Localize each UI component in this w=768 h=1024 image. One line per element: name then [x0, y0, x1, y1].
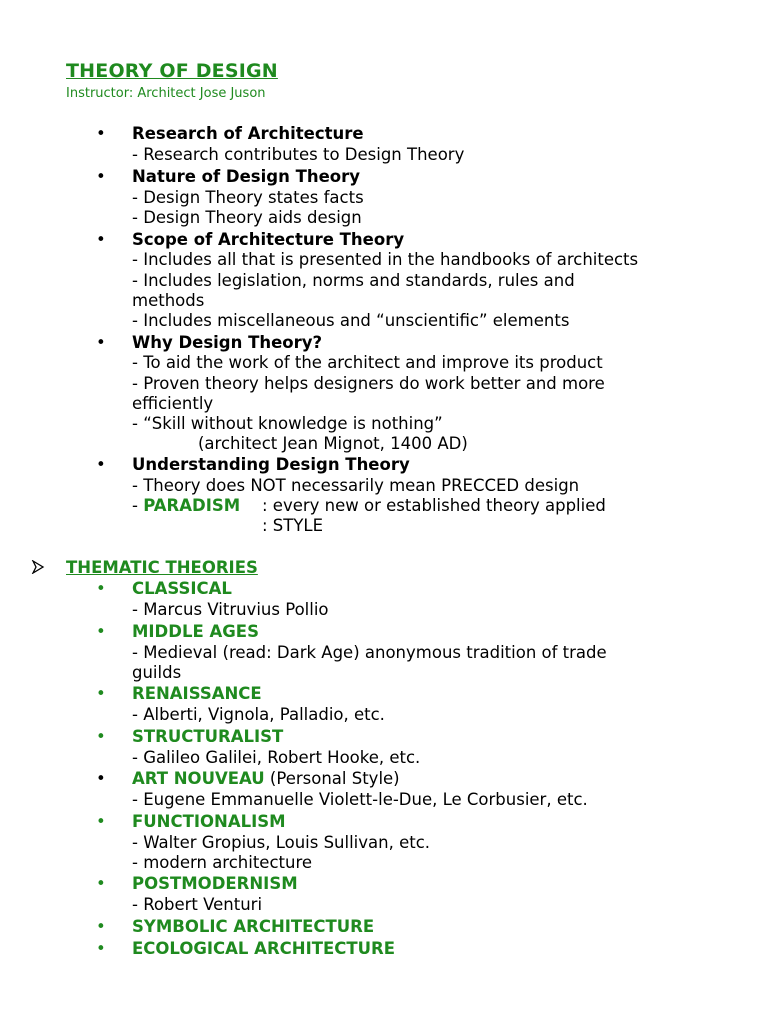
instructor-line: Instructor: Architect Jose Juson	[66, 86, 266, 101]
item-line: - Includes miscellaneous and “unscientific” elements	[132, 311, 570, 330]
theory-line: - Medieval (read: Dark Age) anonymous tradition of trade	[132, 643, 607, 662]
theory-heading: ART NOUVEAU	[132, 769, 265, 788]
bullet-icon: •	[96, 167, 106, 186]
theory-heading: ECOLOGICAL ARCHITECTURE	[132, 939, 395, 958]
item-line: methods	[132, 291, 205, 310]
bullet-icon: •	[96, 769, 106, 788]
bullet-icon: •	[96, 727, 106, 746]
item-heading: Nature of Design Theory	[132, 167, 360, 186]
bullet-icon: •	[96, 917, 106, 936]
item-line: - Design Theory states facts	[132, 188, 364, 207]
paradism-definition-2: : STYLE	[262, 516, 324, 535]
theory-heading: FUNCTIONALISM	[132, 812, 286, 831]
paradism-definition-1: : every new or established theory applied	[262, 496, 606, 515]
theory-heading: RENAISSANCE	[132, 684, 262, 703]
item-line: - Design Theory aids design	[132, 208, 362, 227]
bullet-icon: •	[96, 124, 106, 143]
bullet-icon: •	[96, 812, 106, 831]
paradism-line	[132, 496, 240, 516]
thematic-heading: THEMATIC THEORIES	[66, 558, 258, 577]
item-line: - Includes legislation, norms and standards, rules and	[132, 271, 575, 290]
arrowhead-icon	[31, 558, 45, 578]
bullet-icon: •	[96, 622, 106, 641]
bullet-icon: •	[96, 874, 106, 893]
bullet-icon: •	[96, 333, 106, 352]
theory-line: - modern architecture	[132, 853, 313, 872]
theory-heading: MIDDLE AGES	[132, 622, 259, 641]
theory-heading-suffix: (Personal Style)	[264, 769, 400, 788]
paradism-term: PARADISM	[143, 496, 241, 515]
item-heading: Understanding Design Theory	[132, 455, 410, 474]
theory-line: - Galileo Galilei, Robert Hooke, etc.	[132, 748, 421, 767]
theory-line: - Alberti, Vignola, Palladio, etc.	[132, 705, 385, 724]
theory-line: - Walter Gropius, Louis Sullivan, etc.	[132, 833, 431, 852]
theory-heading: STRUCTURALIST	[132, 727, 284, 746]
quote-attribution: (architect Jean Mignot, 1400 AD)	[198, 434, 468, 453]
item-line: - Includes all that is presented in the handbooks of architects	[132, 250, 639, 269]
item-line: - Research contributes to Design Theory	[132, 145, 465, 164]
theory-heading-row	[132, 769, 400, 789]
item-line: - “Skill without knowledge is nothing”	[132, 414, 443, 433]
theory-heading: POSTMODERNISM	[132, 874, 298, 893]
item-line: - To aid the work of the architect and improve its product	[132, 353, 603, 372]
item-line: efficiently	[132, 394, 214, 413]
bullet-icon: •	[96, 939, 106, 958]
theory-line: - Robert Venturi	[132, 895, 263, 914]
theory-heading: CLASSICAL	[132, 579, 232, 598]
item-heading: Why Design Theory?	[132, 333, 323, 352]
item-heading: Scope of Architecture Theory	[132, 230, 405, 249]
theory-line: - Eugene Emmanuelle Violett-le-Due, Le Corbusier, etc.	[132, 790, 588, 809]
paradism-dash: -	[132, 496, 144, 515]
document-title: THEORY OF DESIGN	[66, 60, 278, 82]
item-heading: Research of Architecture	[132, 124, 364, 143]
bullet-icon: •	[96, 579, 106, 598]
bullet-icon: •	[96, 684, 106, 703]
theory-heading: SYMBOLIC ARCHITECTURE	[132, 917, 375, 936]
theory-line: - Marcus Vitruvius Pollio	[132, 600, 329, 619]
bullet-icon: •	[96, 230, 106, 249]
bullet-icon: •	[96, 455, 106, 474]
theory-line: guilds	[132, 663, 182, 682]
item-line: - Proven theory helps designers do work better and more	[132, 374, 605, 393]
item-line: - Theory does NOT necessarily mean PRECCED design	[132, 476, 580, 495]
